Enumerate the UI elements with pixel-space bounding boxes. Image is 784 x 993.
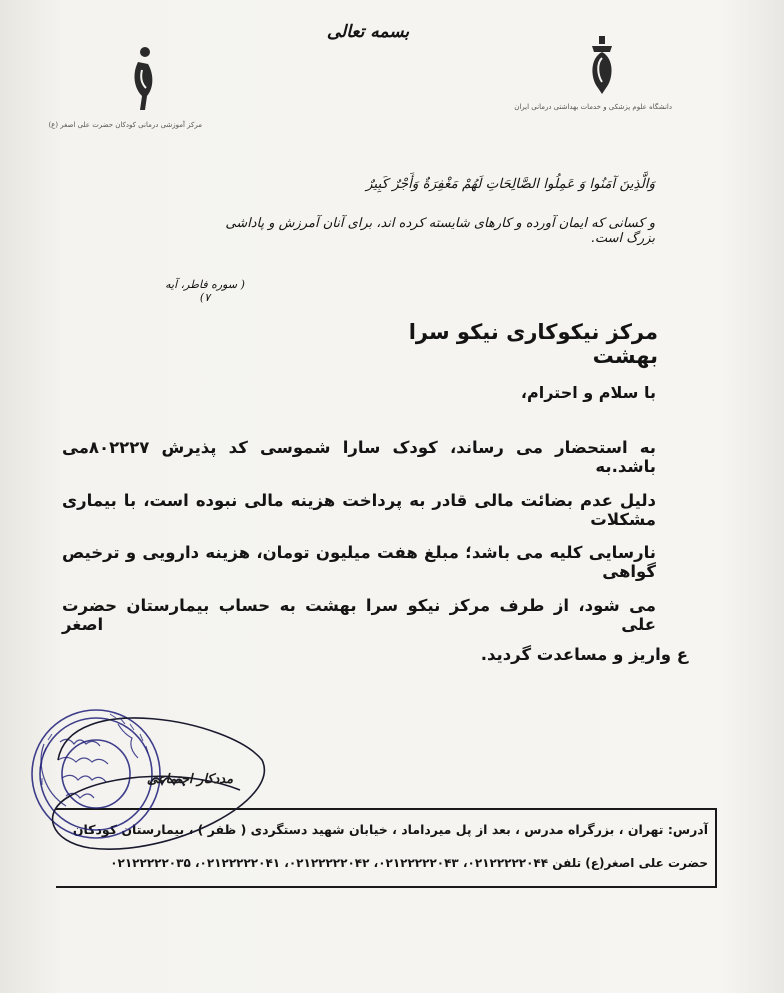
letter-body-line: می شود، از طرف مرکز نیکو سرا بهشت به حساب بیمارستان حضرت علی اصغر bbox=[62, 596, 656, 634]
signer-title: مددکار اجتماعی bbox=[146, 772, 234, 787]
hospital-logo-caption: مرکز آموزشی درمانی کودکان حضرت علی اصغر (ع) bbox=[48, 121, 202, 129]
letter-body-line: ع واریز و مساعدت گردید. bbox=[480, 645, 688, 664]
address-text: آدرس: تهران ، بزرگراه مدرس ، بعد از پل میرداماد ، خیابان شهید دستگردی ( ظفر ) ، بیمارستان کودکان bbox=[72, 822, 708, 837]
letter-body-line: نارسایی کلیه می باشد؛ مبلغ هفت میلیون تومان، هزینه دارویی و ترخیص گواهی bbox=[62, 543, 656, 581]
greeting: با سلام و احترام، bbox=[520, 383, 656, 402]
letter-body-line: به استحضار می رساند، کودک سارا شموسی کد پذیرش ۸۰۲۲۲۷می باشد.به bbox=[62, 438, 656, 476]
quran-verse-persian: و کسانی که ایمان آورده و کارهای شایسته کرده اند، برای آنان آمرزش و پاداشی بزرگ است. bbox=[225, 216, 655, 246]
university-logo-caption: دانشگاه علوم پزشکی و خدمات بهداشتی درمانی ایران bbox=[514, 103, 672, 111]
recipient-title: مرکز نیکوکاری نیکو سرا بهشت bbox=[408, 320, 658, 368]
phone-numbers: حضرت علی اصغر(ع) تلفن ۰۲۱۲۲۲۲۲۰۴۴، ۰۲۱۲۲۲۲۲۰۴۳، ۰۲۱۲۲۲۲۲۰۴۲، ۰۲۱۲۲۲۲۲۰۴۱، ۰۲۱۲۲۲۲۲۰۳۵ bbox=[110, 856, 708, 870]
verse-reference: ( سوره فاطر، آیه ۷) bbox=[165, 278, 245, 304]
quran-verse-arabic: وَالَّذِینَ آمَنُوا وَ عَمِلُوا الصَّالِحَاتِ لَهُمْ مَغْفِرَةٌ وَأَجْرٌ كَبِيرٌ bbox=[365, 176, 655, 192]
letter-body-line: دلیل عدم بضائت مالی قادر به پرداخت هزینه مالی نبوده است، با بیماری مشکلات bbox=[62, 491, 656, 529]
bismillah-heading: بسمه تعالی bbox=[326, 22, 410, 42]
